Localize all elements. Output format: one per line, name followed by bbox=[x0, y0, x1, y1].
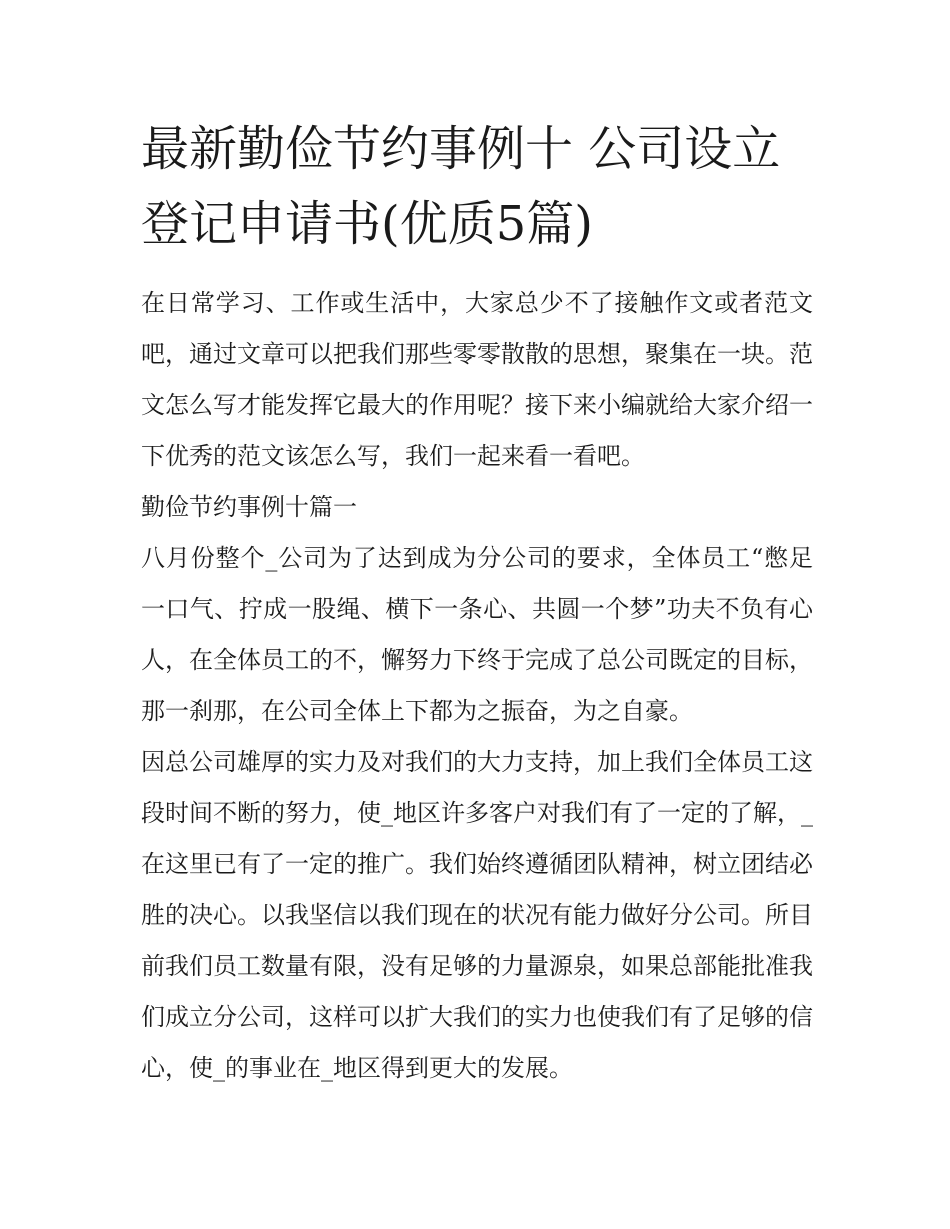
document-body bbox=[141, 112, 813, 1094]
document-title: 最新勤俭节约事例十 公司设立登记申请书(优质5篇) bbox=[141, 121, 781, 252]
section-heading: 勤俭节约事例十篇一 bbox=[141, 493, 357, 521]
body-paragraph: 因总公司雄厚的实力及对我们的大力支持，加上我们全体员工这段时间不断的努力，使_地区许多客户对我们有了一定的了解，_在这里已有了一定的推广。我们始终遵循团队精神，树立团结必胜的决心。以我坚信以我们现在的状况有能力做好分公司。所目前我们员工数量有限，没有足够的力量源泉，如果总部能批准我们成立分公司，这样可以扩大我们的实力也使我们有了足够的信心，使_的事业在_地区得到更大的发展。 bbox=[141, 748, 813, 1082]
intro-paragraph: 在日常学习、工作或生活中，大家总少不了接触作文或者范文吧，通过文章可以把我们那些零零散散的思想，聚集在一块。范文怎么写才能发挥它最大的作用呢？接下来小编就给大家介绍一下优秀的范文该怎么写，我们一起来看一看吧。 bbox=[141, 289, 813, 470]
body-paragraph: 八月份整个_公司为了达到成为分公司的要求，全体员工“憋足一口气、拧成一股绳、横下一条心、共圆一个梦”功夫不负有心人，在全体员工的不，懈努力下终于完成了总公司既定的目标，那一刹那，在公司全体上下都为之振奋，为之自豪。 bbox=[141, 544, 813, 725]
